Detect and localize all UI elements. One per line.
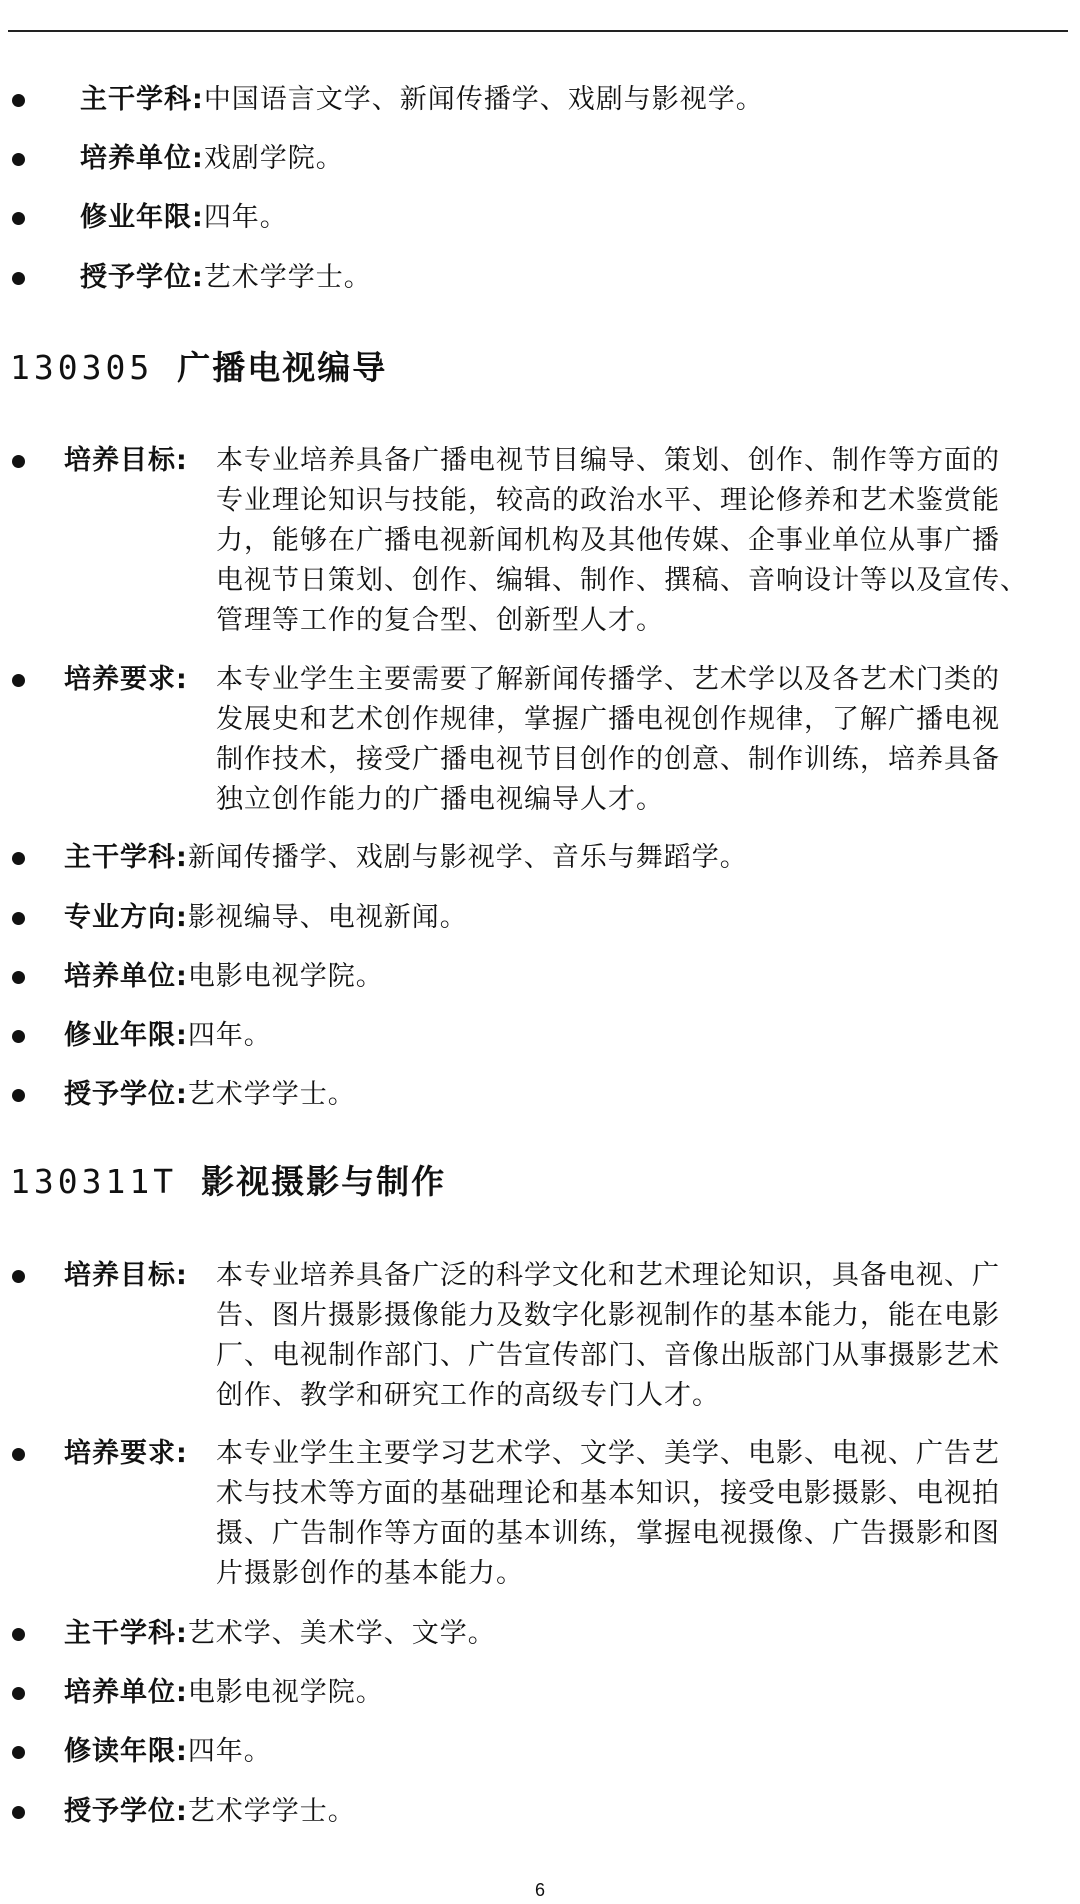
requirement-line: 发展史和艺术创作规律，掌握广播电视创作规律，了解广播电视 xyxy=(216,704,1000,735)
requirement-line: 独立创作能力的广播电视编导人才。 xyxy=(216,784,664,815)
goal-line: 力，能够在广播电视新闻机构及其他传媒、企事业单位从事广播 xyxy=(216,525,1000,556)
item-text: 四年。 xyxy=(187,1020,272,1051)
bullet-icon xyxy=(12,212,25,225)
bullet-icon xyxy=(12,1270,25,1283)
item-label: 培养单位: xyxy=(80,143,204,174)
item-label: 培养单位: xyxy=(64,1677,188,1708)
item-label: 专业方向: xyxy=(64,902,188,933)
top-divider xyxy=(8,30,1068,32)
major-title: 广播电视编导 xyxy=(177,348,388,387)
requirement-line: 本专业学生主要需要了解新闻传播学、艺术学以及各艺术门类的 xyxy=(216,664,1000,695)
item-label: 修业年限: xyxy=(64,1020,188,1051)
item-text: 中国语言文学、新闻传播学、戏剧与影视学。 xyxy=(203,84,764,115)
goal-label: 培养目标: xyxy=(64,445,188,476)
section-heading xyxy=(10,1160,446,1204)
requirement-label: 培养要求: xyxy=(64,664,188,695)
section-heading xyxy=(10,346,387,390)
item-label: 培养单位: xyxy=(64,961,188,992)
requirement-line: 摄、广告制作等方面的基本训练，掌握电视摄像、广告摄影和图 xyxy=(216,1518,1000,1549)
goal-line: 电视节日策划、创作、编辑、制作、撰稿、音响设计等以及宣传、 xyxy=(216,565,1028,596)
item-label: 主干学科: xyxy=(80,84,204,115)
bullet-icon xyxy=(12,1746,25,1759)
bullet-icon xyxy=(12,1030,25,1043)
item-text: 艺术学学士。 xyxy=(187,1796,356,1827)
major-code: 130311T xyxy=(10,1162,178,1201)
item-text: 戏剧学院。 xyxy=(203,143,344,174)
goal-line: 专业理论知识与技能，较高的政治水平、理论修养和艺术鉴赏能 xyxy=(216,485,1000,516)
item-text: 四年。 xyxy=(187,1736,272,1767)
item-text: 电影电视学院。 xyxy=(187,1677,384,1708)
goal-line: 创作、教学和研究工作的高级专门人才。 xyxy=(216,1380,720,1411)
item-text: 影视编导、电视新闻。 xyxy=(187,902,468,933)
item-label: 修业年限: xyxy=(80,202,204,233)
bullet-icon xyxy=(12,1448,25,1461)
bullet-icon xyxy=(12,852,25,865)
goal-line: 告、图片摄影摄像能力及数字化影视制作的基本能力，能在电影 xyxy=(216,1300,1000,1331)
goal-line: 厂、电视制作部门、广告宣传部门、音像出版部门从事摄影艺术 xyxy=(216,1340,1000,1371)
page-number: 6 xyxy=(534,1880,545,1900)
goal-line: 管理等工作的复合型、创新型人才。 xyxy=(216,605,664,636)
bullet-icon xyxy=(12,912,25,925)
bullet-icon xyxy=(12,1089,25,1102)
bullet-icon xyxy=(12,1628,25,1641)
item-label: 授予学位: xyxy=(64,1079,188,1110)
item-text: 艺术学学士。 xyxy=(203,262,372,293)
item-label: 授予学位: xyxy=(80,262,204,293)
requirement-line: 本专业学生主要学习艺术学、文学、美学、电影、电视、广告艺 xyxy=(216,1438,1000,1469)
requirement-line: 术与技术等方面的基础理论和基本知识，接受电影摄影、电视拍 xyxy=(216,1478,1000,1509)
item-label: 主干学科: xyxy=(64,842,188,873)
item-text: 电影电视学院。 xyxy=(187,961,384,992)
bullet-icon xyxy=(12,94,25,107)
item-label: 授予学位: xyxy=(64,1796,188,1827)
item-text: 艺术学学士。 xyxy=(187,1079,356,1110)
requirement-label: 培养要求: xyxy=(64,1438,188,1469)
bullet-icon xyxy=(12,1806,25,1819)
goal-label: 培养目标: xyxy=(64,1260,188,1291)
bullet-icon xyxy=(12,1687,25,1700)
item-text: 新闻传播学、戏剧与影视学、音乐与舞蹈学。 xyxy=(187,842,748,873)
goal-line: 本专业培养具备广播电视节目编导、策划、创作、制作等方面的 xyxy=(216,445,1000,476)
requirement-line: 制作技术，接受广播电视节目创作的创意、制作训练，培养具备 xyxy=(216,744,1000,775)
bullet-icon xyxy=(12,455,25,468)
item-text: 艺术学、美术学、文学。 xyxy=(187,1618,496,1649)
major-code: 130305 xyxy=(10,348,154,387)
major-title: 影视摄影与制作 xyxy=(201,1162,447,1201)
item-label: 修读年限: xyxy=(64,1736,188,1767)
bullet-icon xyxy=(12,971,25,984)
goal-line: 本专业培养具备广泛的科学文化和艺术理论知识，具备电视、广 xyxy=(216,1260,1000,1291)
item-text: 四年。 xyxy=(203,202,288,233)
bullet-icon xyxy=(12,153,25,166)
bullet-icon xyxy=(12,272,25,285)
requirement-line: 片摄影创作的基本能力。 xyxy=(216,1558,524,1589)
item-label: 主干学科: xyxy=(64,1618,188,1649)
bullet-icon xyxy=(12,674,25,687)
